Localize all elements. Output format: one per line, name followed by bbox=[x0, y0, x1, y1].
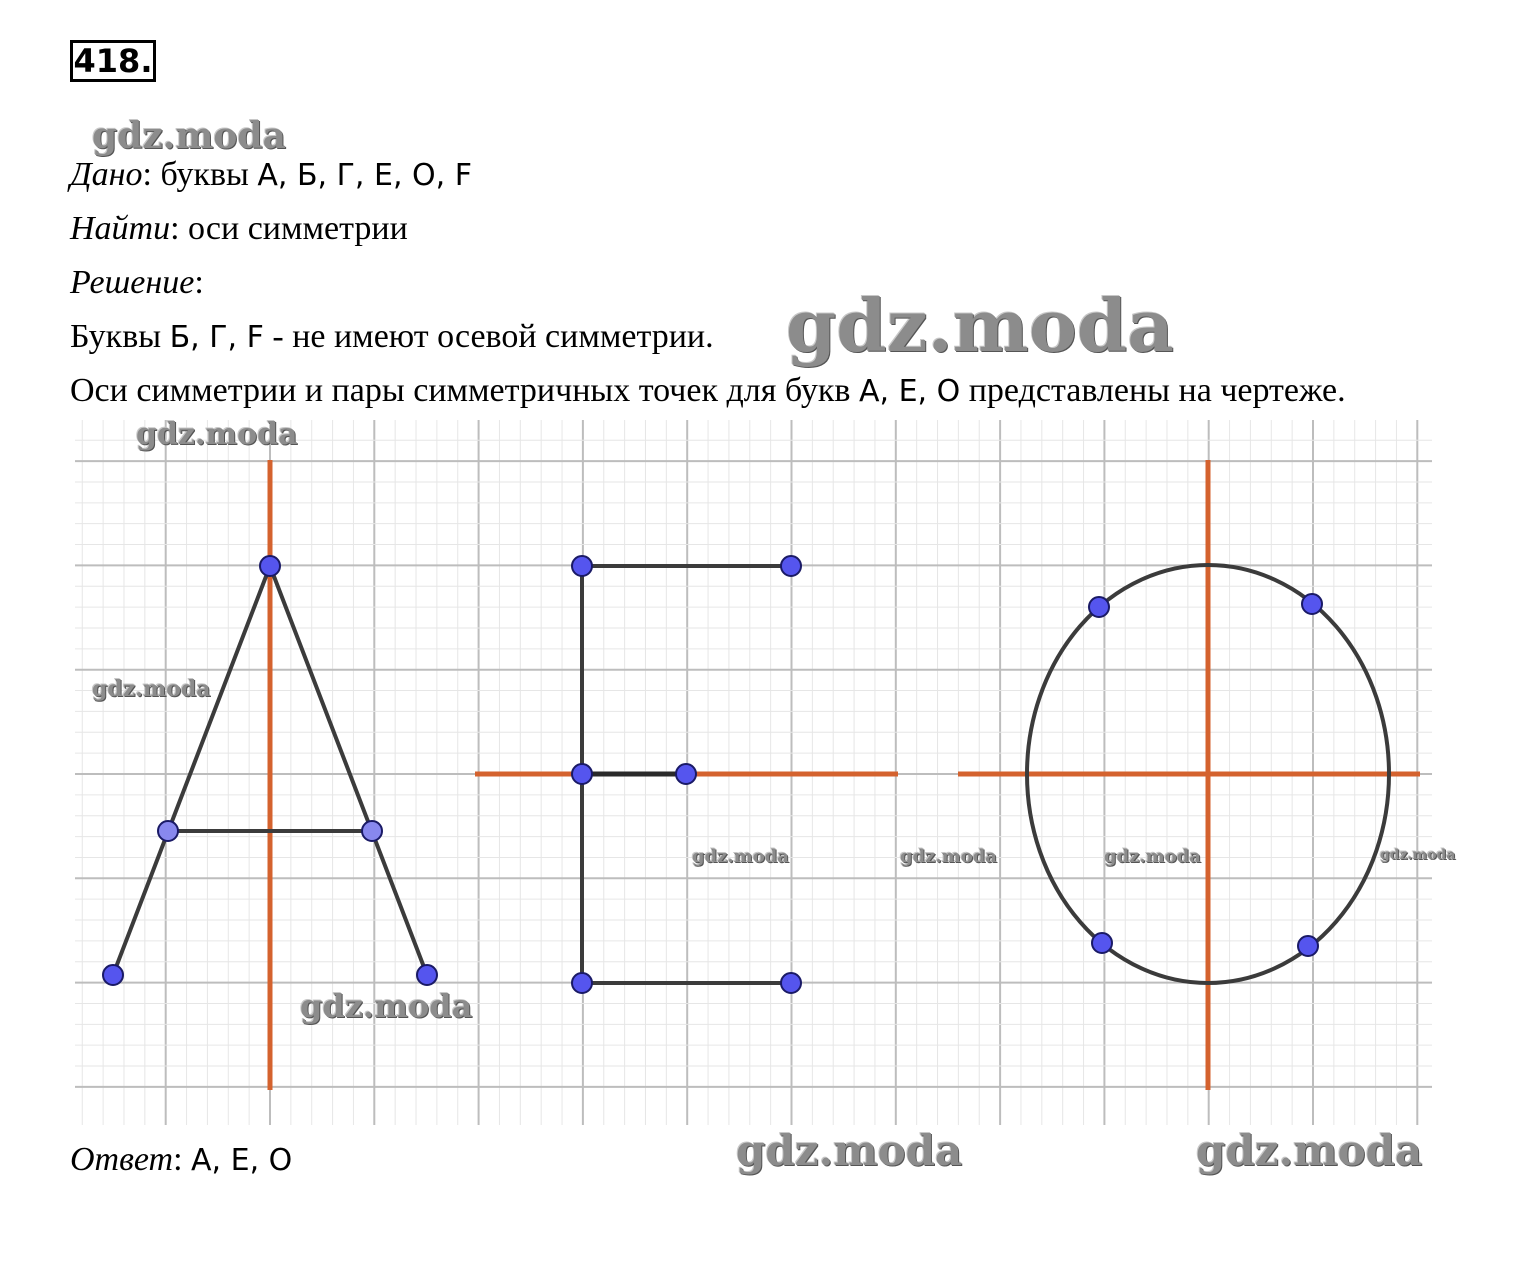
point bbox=[1298, 936, 1318, 956]
point bbox=[1302, 594, 1322, 614]
point bbox=[260, 556, 280, 576]
watermark: gdz.moda bbox=[92, 115, 286, 157]
solution-text: : bbox=[194, 264, 204, 301]
point bbox=[103, 965, 123, 985]
watermark: gdz.moda bbox=[786, 283, 1174, 368]
point bbox=[158, 821, 178, 841]
point bbox=[1092, 933, 1112, 953]
point bbox=[417, 965, 437, 985]
point bbox=[1089, 597, 1109, 617]
answer-letters: А, Е, О bbox=[191, 1143, 293, 1178]
line2-letters: А, Е, О bbox=[858, 374, 961, 409]
find-text: : оси симметрии bbox=[170, 210, 408, 247]
watermark: gdz.moda bbox=[92, 676, 211, 702]
point bbox=[781, 973, 801, 993]
watermark: gdz.moda bbox=[300, 987, 473, 1025]
point bbox=[781, 556, 801, 576]
watermark: gdz.moda bbox=[1380, 847, 1456, 863]
line1-after: - не имеют осевой симметрии. bbox=[263, 318, 714, 355]
answer-label: Ответ bbox=[70, 1141, 174, 1178]
answer-line bbox=[70, 1143, 292, 1177]
watermark: gdz.moda bbox=[736, 1126, 963, 1175]
find-label: Найти bbox=[70, 210, 171, 247]
watermark: gdz.moda bbox=[1104, 846, 1201, 867]
solution-label: Решение bbox=[70, 264, 195, 301]
line1-letters: Б, Г, F bbox=[169, 320, 264, 355]
watermark: gdz.moda bbox=[136, 417, 298, 452]
problem-number: 418. bbox=[70, 40, 156, 82]
line2-after: представлены на чертеже. bbox=[960, 372, 1346, 409]
line1-before: Буквы bbox=[70, 318, 170, 355]
watermark: gdz.moda bbox=[900, 846, 997, 867]
watermark: gdz.moda bbox=[1196, 1126, 1423, 1175]
given-letters: А, Б, Г, Е, О, F bbox=[257, 158, 472, 193]
given-label: Дано bbox=[70, 156, 143, 193]
point bbox=[572, 764, 592, 784]
point bbox=[676, 764, 696, 784]
given-text: : буквы bbox=[142, 156, 258, 193]
line2-before: Оси симметрии и пары симметричных точек для букв bbox=[70, 372, 859, 409]
letter-o bbox=[958, 460, 1420, 1090]
answer-text: : bbox=[173, 1141, 192, 1178]
point bbox=[572, 556, 592, 576]
point bbox=[362, 821, 382, 841]
point bbox=[572, 973, 592, 993]
watermark: gdz.moda bbox=[692, 846, 789, 867]
